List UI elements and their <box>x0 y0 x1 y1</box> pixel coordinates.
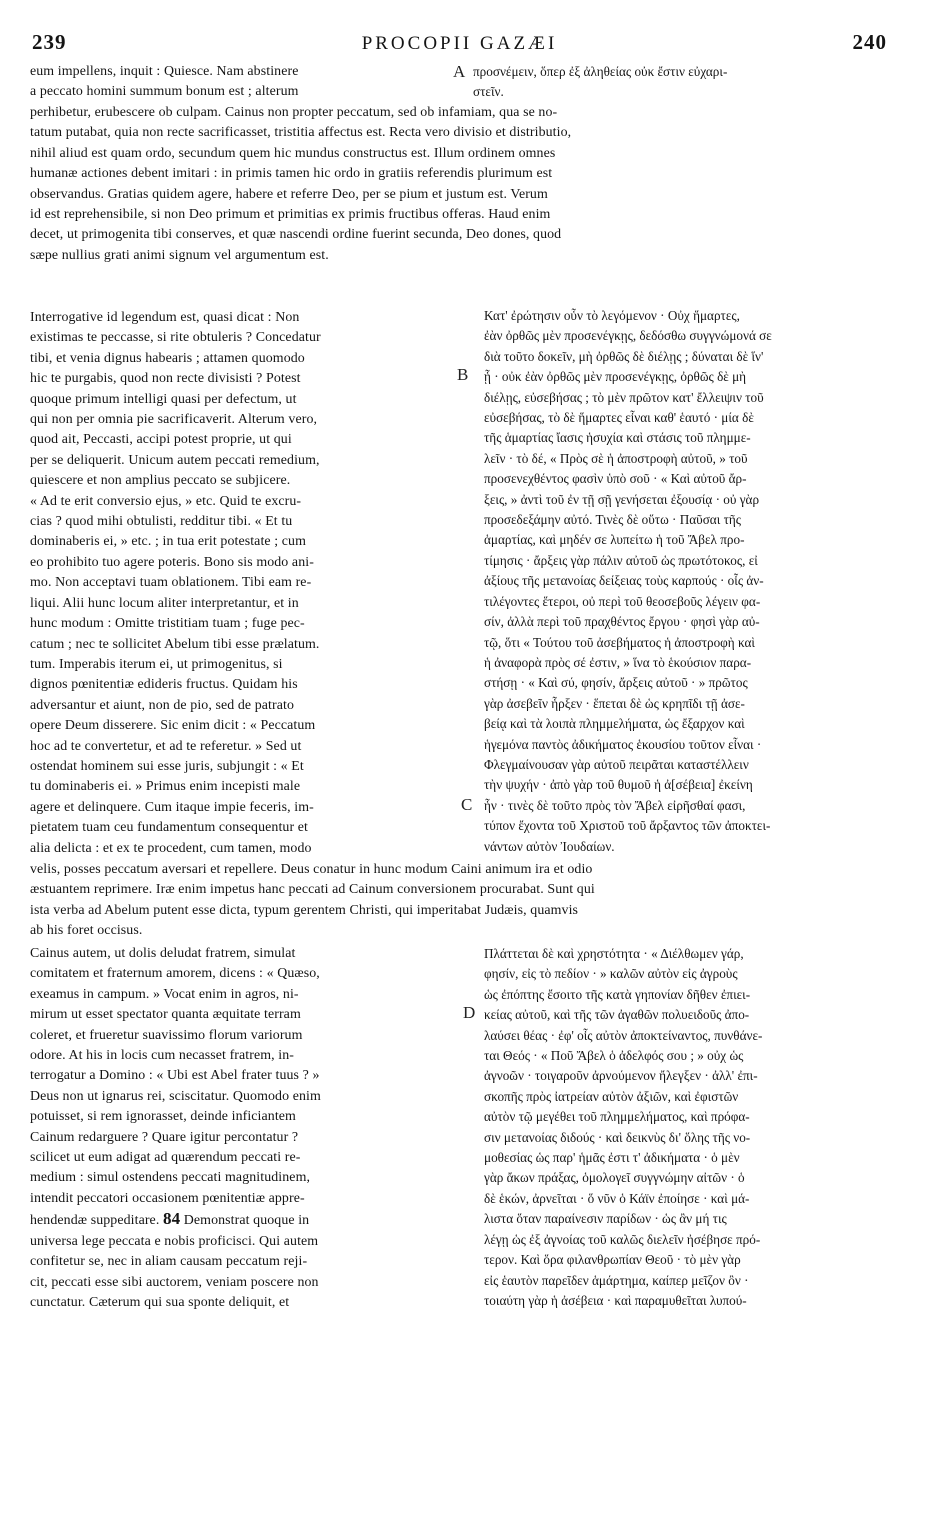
block4-latin <box>30 944 462 1313</box>
text-line: τῷ, ὅτι « Τούτου τοῦ ἀσεβήματος ἡ ἀποστροφὴ καὶ <box>484 634 755 650</box>
block2-latin <box>30 308 462 859</box>
text-line: σκοπῆς πρὸς ἰατρείαν αὐτὸν ἀξιῶν, καὶ ἐφιστῶν <box>484 1088 739 1104</box>
text-line: μοθεσίας ὡς παρ' ἡμᾶς ἐστι τ' ἀδικήματα · ὁ μὲν <box>484 1150 740 1166</box>
text-line: exeamus in campum. » Vocat enim in agros, ni- <box>30 986 299 1002</box>
text-line: βείᾳ καὶ τὰ λοιπὰ πλημμελήματα, ὡς ἔξαρχον καὶ <box>484 716 745 732</box>
text-line: pietatem tuam ceu fundamentum consequentur et <box>30 820 308 836</box>
text-line: Demonstrat quoque in <box>183 1213 310 1229</box>
text-line: στεῖν. <box>473 84 504 100</box>
block1-greek <box>473 62 891 103</box>
text-line: δὲ ἑκών, ἀρνεῖται · ὅ νῦν ὁ Κάϊν ἐποίησε · καὶ μά- <box>484 1190 750 1206</box>
right-page-number: 240 <box>852 30 887 54</box>
block1-latin-top <box>30 62 454 103</box>
text-line: qui non per omnia pie sacrificaverit. Alterum vero, <box>30 412 318 428</box>
text-line: φησίν, εἰς τὸ πεδίον · » καλῶν αὐτὸν εἰς ἀγροὺς <box>484 966 738 982</box>
text-line: ἁμαρτίας, καὶ μηδέν σε λυπείτω ἡ τοῦ Ἄβελ προ- <box>484 532 745 548</box>
text-line: velis, posses peccatum aversari et repellere. Deus conatur in hunc modum Caini animum ira et odio <box>30 862 593 877</box>
text-line: εἰς ἑαυτὸν παρεῖδεν ἁμάρτημα, καίπερ μεῖζον ὂν · <box>484 1272 749 1288</box>
text-line: cunctatur. Cæterum qui sua sponte deliquit, et <box>30 1294 290 1310</box>
text-line: ista verba ad Abelum putent esse dicta, typum gerentem Christi, qui imperitabat Judæis, quamvis <box>30 902 579 918</box>
block3-latin-full <box>30 860 890 942</box>
text-line: cit, peccati esse sibi auctorem, veniam poscere non <box>30 1274 319 1290</box>
text-line: ab his foret occisus. <box>30 923 143 939</box>
text-line: terrogatur a Domino : « Ubi est Abel frater tuus ? » <box>30 1068 320 1084</box>
margin-letter-a: A <box>453 62 466 81</box>
section-number: 84 <box>162 1209 181 1229</box>
text-line: ται Θεός · « Ποῦ Ἄβελ ὁ ἀδελφός σου ; » οὐχ ὡς <box>484 1048 744 1064</box>
text-line: τιλέγοντες ἕτεροι, οὐ περὶ τοῦ θεοσεβοῦς λέγειν φα- <box>484 593 761 609</box>
text-line: ἡγεμόνα παντὸς ἀδικήματος ἑκουσίου τοῦτον εἶναι · <box>484 736 762 752</box>
text-line: ἀγνοῶν · τοιγαροῦν ἀρνούμενον ἤλεγξεν · ἀλλ' ἐπι- <box>484 1068 758 1084</box>
text-line: humanæ actiones debent imitari : in primis tamen hic ordo in gratiis referendis plurimum est <box>30 166 553 182</box>
text-line: eum impellens, inquit : Quiesce. Nam abstinere <box>30 64 299 79</box>
text-line: ἡ ἀναφορὰ πρὸς σέ ἐστιν, » ἵνα τὸ ἑκούσιον παρα- <box>484 654 752 670</box>
text-line: Deus non ut ignarus rei, sciscitatur. Quomodo enim <box>30 1088 321 1104</box>
text-line: a peccato homini summum bonum est ; alterum <box>30 84 299 100</box>
text-line: odore. At his in locis cum necasset fratrem, in- <box>30 1048 295 1064</box>
text-line: κείας αὐτοῦ, καὶ τῆς τῶν ἀγαθῶν πολυειδοῦς ἀπο- <box>484 1007 750 1023</box>
text-line: sæpe nullius grati animi signum vel argumentum est. <box>30 247 329 263</box>
text-line: Φλεγμαίνουσαν γὰρ αὐτοῦ πειρᾶται καταστέλλειν <box>484 756 749 772</box>
text-line: λιστα ὅταν παραίνεσιν παρίδων · ὡς ἂν μή τις <box>484 1211 727 1227</box>
text-line: ἀξίους τῆς μετανοίας δείξειας τοὺς καρπούς · οἷς ἀν- <box>484 573 764 589</box>
text-line: coleret, et frueretur suavissimo florum variorum <box>30 1027 303 1043</box>
text-line: Cainus autem, ut dolis deludat fratrem, simulat <box>30 946 296 961</box>
margin-letter-b: B <box>457 365 469 384</box>
text-line: τερον. Καὶ ὅρα φιλανθρωπίαν Θεοῦ · τὸ μὲν γὰρ <box>484 1252 741 1268</box>
text-line: quoque primum intelligi quasi per defectum, ut <box>30 391 297 407</box>
text-line: λέγῃ ὡς ἐξ ἀγνοίας τοῦ καλῶς διελεῖν ἠσέβησε πρό- <box>484 1231 761 1247</box>
block2-greek <box>484 306 891 857</box>
text-line: γὰρ ἄκων πράξας, ὁμολογεῖ συγγνώμην αἰτῶν · ὁ <box>484 1170 745 1186</box>
text-line: τὴν ψυχήν · ἀπὸ γὰρ τοῦ θυμοῦ ἡ ἀ[σέβεια] ἐκείνη <box>484 777 753 793</box>
text-line: dignos pœnitentiæ edideris fructus. Quidam his <box>30 677 298 693</box>
text-line: τύπον ἔχοντα τοῦ Χριστοῦ τοῦ ἄρξαντος τῶν ἀποκτει- <box>484 818 771 834</box>
text-line: potuisset, si rem ignorasset, deinde inficiantem <box>30 1109 296 1125</box>
text-line: medium : simul ostendens peccati magnitudinem, <box>30 1170 311 1186</box>
block1-latin-full <box>30 103 890 266</box>
margin-letter-c: C <box>461 795 473 814</box>
text-line: tibi, et venia dignus habearis ; attamen quomodo <box>30 350 305 366</box>
text-line: διὰ τοῦτο δοκεῖν, μὴ ὀρθῶς δὲ διέλῃς ; δύναται δὲ ἵν' <box>484 348 764 364</box>
text-line: ostendat hominem sui esse juris, subjungit : « Et <box>30 758 304 774</box>
text-line: universa lege peccata e nobis proficisci. Qui autem <box>30 1233 319 1249</box>
text-line: νάντων αὐτὸν Ἰουδαίων. <box>484 838 615 854</box>
text-line: mo. Non acceptavi tuam oblationem. Tibi eam re- <box>30 575 312 591</box>
text-line: σίν, ἀλλὰ περὶ τοῦ πραχθέντος ἔργου · φησὶ γὰρ αὐ- <box>484 614 760 630</box>
text-line: eo prohibito tuo agere poteris. Bono sis modo ani- <box>30 554 314 570</box>
text-line: « Ad te erit conversio ejus, » etc. Quid te excru- <box>30 493 302 509</box>
text-line: λαύσει θέας · ἐφ' οἷς αὐτὸν ἀποκτείναντος, πυνθάνε- <box>484 1027 763 1043</box>
text-line: catum ; nec te sollicitet Abelum tibi esse prælatum. <box>30 636 320 652</box>
text-line: comitatem et fraternum amorem, dicens : « Quæso, <box>30 966 320 982</box>
text-line: agere et delinquere. Cum itaque impie feceris, im- <box>30 799 314 815</box>
text-line: hoc ad te convertetur, et ad te referetur. » Sed ut <box>30 738 302 754</box>
text-line: Interrogative id legendum est, quasi dicat : Non <box>30 310 300 325</box>
text-line-with-section-number <box>30 1209 462 1231</box>
text-line: scilicet ut eum adigat ad quærendum peccati re- <box>30 1150 301 1166</box>
text-line: ἦν · τινὲς δὲ τοῦτο πρὸς τὸν Ἄβελ εἰρῆσθαί φασι, <box>484 797 746 813</box>
text-line: Πλάττεται δὲ καὶ χρηστότητα · « Διέλθωμεν γάρ, <box>484 946 744 961</box>
text-line: ξεις, » ἀντὶ τοῦ ἐν τῇ σῇ γενήσεται ἐξουσίᾳ · οὐ γὰρ <box>484 491 760 507</box>
text-line: hendendæ suppeditare. <box>30 1213 160 1229</box>
text-line: διέλῃς, εὐσεβήσας ; τὸ μὲν πρῶτον κατ' ἔλλειψιν τοῦ <box>484 389 764 405</box>
margin-letter-d: D <box>463 1003 476 1022</box>
text-line: id est reprehensibile, si non Deo primum et primitias ex primis fructibus offeras. Haud enim <box>30 207 551 223</box>
text-line: alia delicta : et ex te procedent, cum tamen, modo <box>30 840 312 856</box>
text-line: Cainum redarguere ? Quare igitur percontatur ? <box>30 1129 299 1145</box>
text-line: γὰρ ἀσεβεῖν ἦρξεν · ἕπεται δὲ ὡς κρηπῖδι τῇ ἀσε- <box>484 695 745 711</box>
text-line: tatum putabat, quia non recte sacrificasset, tristitia affectus est. Recta vero divisio et distributio, <box>30 125 572 141</box>
text-line: tu dominaberis ei. » Primus enim incepisti male <box>30 779 301 795</box>
text-line: προσεδεξάμην αὐτό. Τινὲς δὲ οὕτω · Παῦσαι τῆς <box>484 512 741 528</box>
text-line: perhibetur, erubescere ob culpam. Cainus non propter peccatum, sed ob infamiam, qua se no- <box>30 105 558 120</box>
text-line: τοιαύτη γὰρ ἡ ἀσέβεια · καὶ παραμυθεῖται λυπού- <box>484 1292 747 1308</box>
text-line: æstuantem reprimere. Iræ enim impetus hanc peccati ad Cainum conversionem procurabat. Sunt qui <box>30 882 595 898</box>
text-line: τῆς ἁμαρτίας ἴασις ἡσυχία καὶ στάσις τοῦ πλημμε- <box>484 430 751 446</box>
text-line: προσνέμειν, ὅπερ ἐξ ἀληθείας οὐκ ἔστιν εὐχαρι- <box>473 64 728 79</box>
text-line: per se deliquerit. Unicum autem peccati remedium, <box>30 452 320 468</box>
text-line: existimas te peccasse, si rite obtuleris ? Concedatur <box>30 330 321 346</box>
text-line: mirum ut esset spectator quanta æquitate terram <box>30 1007 301 1023</box>
block4-greek <box>484 944 891 1311</box>
running-title: PROCOPII GAZÆI <box>361 33 558 54</box>
text-line: opere Deum disserere. Sic enim dicit : « Peccatum <box>30 718 316 734</box>
text-line: στήσῃ · « Καὶ σύ, φησίν, ἄρξεις αὐτοῦ · » πρῶτος <box>484 675 748 691</box>
text-line: εὐσεβήσας, τὸ δὲ ἥμαρτες εἶναι καθ' ἑαυτό · μία δὲ <box>484 410 754 426</box>
text-line: ᾖ · οὐκ ἐὰν ὀρθῶς μὲν προσενέγκῃς, ὀρθῶς δὲ μὴ <box>484 369 747 385</box>
text-line: hic te purgabis, quod non recte divisisti ? Potest <box>30 371 301 387</box>
text-line: ἐὰν ὀρθῶς μὲν προσενέγκῃς, δεδόσθω συγγνώμονά σε <box>484 328 772 344</box>
text-line: intendit peccatori occasionem pœnitentiæ appre- <box>30 1190 305 1206</box>
left-page-number: 239 <box>32 30 67 54</box>
page-header <box>32 30 887 60</box>
text-line: observandus. Gratias quidem agere, habere et referre Deo, per se pium et justum est. Verum <box>30 186 548 202</box>
text-line: τίμησις · ἄρξεις γὰρ πάλιν αὐτοῦ ὡς πρωτότοκος, εἰ <box>484 552 758 568</box>
text-line: αὐτὸν τῷ μεγέθει τοῦ πλημμελήματος, καὶ πρόφα- <box>484 1109 750 1125</box>
text-line: nihil aliud est quam ordo, secundum quem hic mundus constructus est. Illum ordinem omnes <box>30 145 556 161</box>
text-line: dominaberis ei, » etc. ; in tua erit potestate ; cum <box>30 534 306 550</box>
text-line: προσενεχθέντος φασὶν ὑπὸ σοῦ · « Καὶ αὐτοῦ ἄρ- <box>484 471 747 487</box>
text-line: σιν μετανοίας διδούς · καὶ δεικνὺς δι' ὅλης τῆς νο- <box>484 1129 751 1145</box>
text-line: λεῖν · τὸ δέ, « Πρὸς σὲ ἡ ἀποστροφὴ αὐτοῦ, » τοῦ <box>484 450 748 466</box>
text-line: quod ait, Peccasti, accipi potest proprie, ut qui <box>30 432 292 448</box>
text-line: hunc modum : Omitte tristitiam tuam ; fuge pec- <box>30 616 305 632</box>
text-line: ὡς ἐπόπτης ἔσοιτο τῆς κατὰ γηπονίαν δῆθεν ἐπιει- <box>484 986 751 1002</box>
text-line: adversantur et aiunt, non de pio, sed de patrato <box>30 697 295 713</box>
text-line: cias ? quod mihi obtulisti, redditur tibi. « Et tu <box>30 514 293 530</box>
text-line: quiescere et non amplius peccato se subjicere. <box>30 473 291 489</box>
text-line: confitetur se, nec in aliam causam peccatum reji- <box>30 1254 308 1270</box>
text-line: Κατ' ἐρώτησιν οὖν τὸ λεγόμενον · Οὐχ ἥμαρτες, <box>484 308 740 323</box>
text-line: tum. Imperabis iterum ei, ut primogenitus, si <box>30 656 283 672</box>
text-line: decet, ut primogenita tibi conserves, et quæ nascendi ordine fuerint secunda, Deo dones, quod <box>30 227 562 243</box>
text-line: liqui. Alii hunc locum aliter interpretantur, et in <box>30 595 299 611</box>
